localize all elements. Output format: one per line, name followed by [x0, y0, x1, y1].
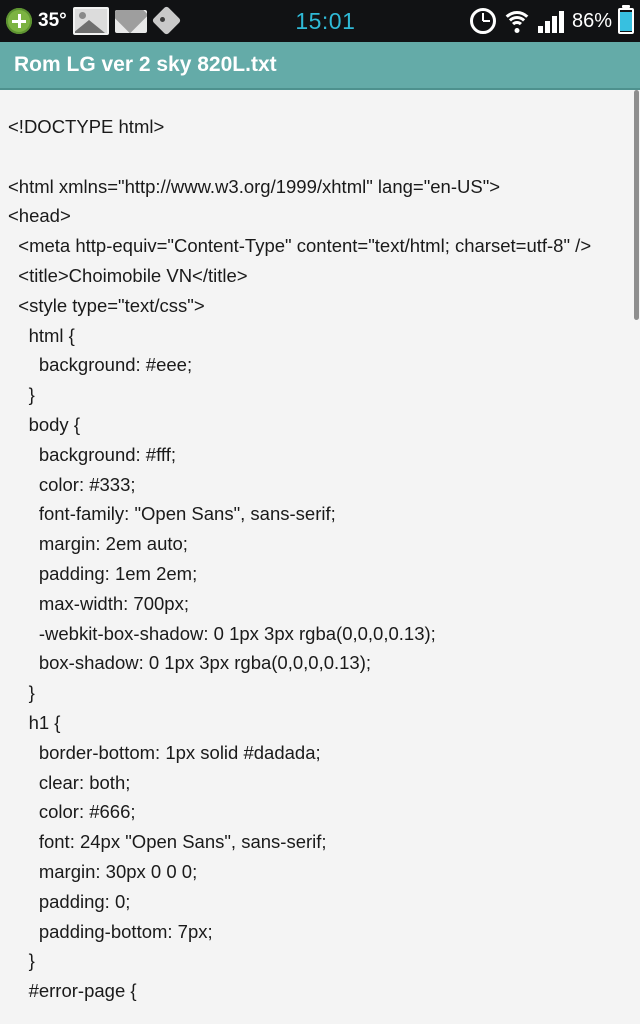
- tag-icon[interactable]: [153, 8, 181, 34]
- wifi-icon: [502, 9, 532, 33]
- status-bar-right-icons: [470, 8, 634, 34]
- photo-icon[interactable]: [73, 7, 109, 35]
- file-text-body: <!DOCTYPE html> <html xmlns="http://www.w3.org/1999/xhtml" lang="en-US"> <head> <meta http-equiv="Content-Type" content="text/html; charset=utf-8" /> <title>Choimobile VN</title> <style type="text/css"> html { background: #eee; } body { background: #fff; color: #333; font-family: "Open Sans", sans-serif; margin: 2em auto; padding: 1em 2em; max-width: 700px; -webkit-box-shadow: 0 1px 3px rgba(0,0,0,0.13); box-shadow: 0 1px 3px rgba(0,0,0,0.13); } h1 { border-bottom: 1px solid #dadada; clear: both; color: #666; font: 24px "Open Sans", sans-serif; margin: 30px 0 0 0; padding: 0; padding-bottom: 7px; } #error-page {: [8, 116, 592, 1002]
- status-bar: [0, 0, 640, 42]
- vertical-scrollbar[interactable]: [634, 90, 640, 1024]
- mail-icon[interactable]: [115, 10, 147, 33]
- circle-plus-icon[interactable]: [6, 8, 32, 34]
- file-name-title: Rom LG ver 2 sky 820L.txt: [14, 53, 277, 76]
- status-bar-left-icons: [6, 7, 181, 35]
- signal-bars-icon: [538, 9, 566, 33]
- battery-icon: [618, 8, 634, 34]
- app-title-bar: [0, 42, 640, 90]
- status-bar-clock: 15:01: [295, 7, 356, 34]
- temperature-indicator: 35°: [38, 10, 67, 31]
- battery-percent-label: 86%: [571, 9, 612, 32]
- text-viewer-content[interactable]: [0, 90, 640, 1024]
- clock-icon: [470, 8, 496, 34]
- scrollbar-thumb[interactable]: [634, 90, 639, 320]
